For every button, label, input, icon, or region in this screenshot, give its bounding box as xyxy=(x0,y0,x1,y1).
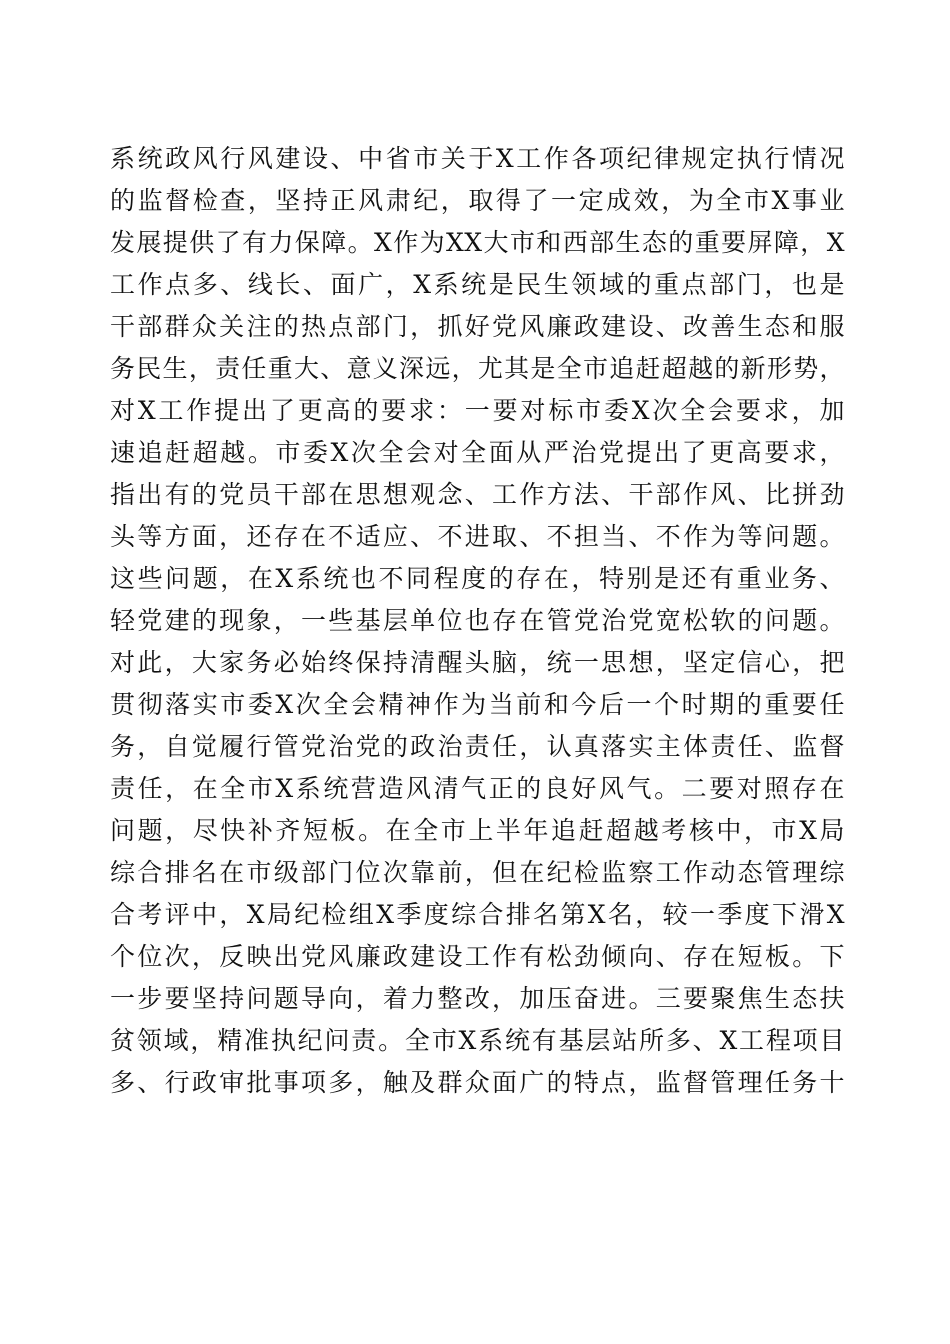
text-line-17: 问题，尽快补齐短板。在全市上半年追赶超越考核中，市X局 xyxy=(110,816,845,845)
text-line-22: 贫领域，精准执纪问责。全市X系统有基层站所多、X工程项目 xyxy=(110,1026,845,1055)
text-line-2: 的监督检查，坚持正风肃纪，取得了一定成效，为全市X事业 xyxy=(110,186,845,215)
text-line-4: 工作点多、线长、面广，X系统是民生领域的重点部门，也是 xyxy=(110,270,845,299)
text-line-9: 指出有的党员干部在思想观念、工作方法、干部作风、比拼劲 xyxy=(110,480,845,509)
text-line-21: 一步要坚持问题导向，着力整改，加压奋进。三要聚焦生态扶 xyxy=(110,984,845,1013)
text-line-20: 个位次，反映出党风廉政建设工作有松劲倾向、存在短板。下 xyxy=(110,942,845,971)
text-line-15: 务，自觉履行管党治党的政治责任，认真落实主体责任、监督 xyxy=(110,732,845,761)
body-paragraph xyxy=(110,138,845,1104)
text-line-3: 发展提供了有力保障。X作为XX大市和西部生态的重要屏障，X xyxy=(110,228,845,257)
text-line-7: 对X工作提出了更高的要求：一要对标市委X次全会要求，加 xyxy=(110,396,845,425)
text-line-13: 对此，大家务必始终保持清醒头脑，统一思想，坚定信心，把 xyxy=(110,648,845,677)
text-line-5: 干部群众关注的热点部门，抓好党风廉政建设、改善生态和服 xyxy=(110,312,845,341)
text-line-6: 务民生，责任重大、意义深远，尤其是全市追赶超越的新形势， xyxy=(110,354,845,383)
text-line-1: 系统政风行风建设、中省市关于X工作各项纪律规定执行情况 xyxy=(110,144,845,173)
text-line-10: 头等方面，还存在不适应、不进取、不担当、不作为等问题。 xyxy=(110,522,845,551)
text-line-14: 贯彻落实市委X次全会精神作为当前和今后一个时期的重要任 xyxy=(110,690,845,719)
text-line-18: 综合排名在市级部门位次靠前，但在纪检监察工作动态管理综 xyxy=(110,858,845,887)
text-line-11: 这些问题，在X系统也不同程度的存在，特别是还有重业务、 xyxy=(110,564,845,593)
text-line-19: 合考评中，X局纪检组X季度综合排名第X名，较一季度下滑X xyxy=(110,900,845,929)
text-line-12: 轻党建的现象，一些基层单位也存在管党治党宽松软的问题。 xyxy=(110,606,845,635)
text-line-23: 多、行政审批事项多，触及群众面广的特点，监督管理任务十 xyxy=(110,1068,845,1097)
text-line-8: 速追赶超越。市委X次全会对全面从严治党提出了更高要求， xyxy=(110,438,845,467)
text-line-16: 责任，在全市X系统营造风清气正的良好风气。二要对照存在 xyxy=(110,774,845,803)
